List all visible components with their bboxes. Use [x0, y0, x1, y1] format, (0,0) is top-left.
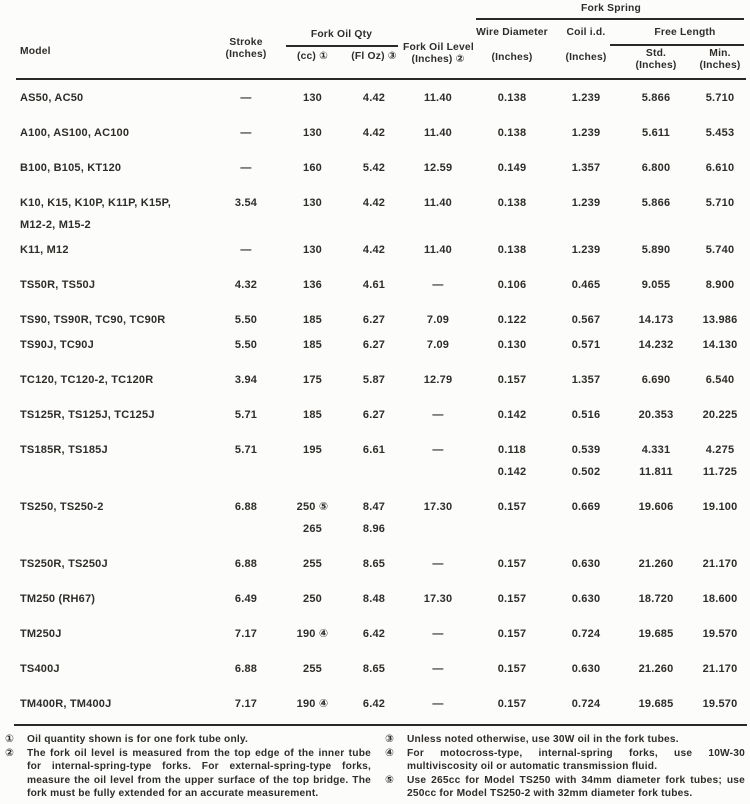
min-cell: 21.170: [702, 663, 738, 675]
model-cell: TS250R, TS250J: [20, 558, 108, 570]
cc-cell: 136: [303, 279, 322, 291]
stroke-cell: 7.17: [234, 698, 258, 710]
table-row: [0, 404, 750, 426]
table-row: [0, 369, 750, 391]
coil-cell: 0.669: [571, 501, 601, 513]
footnote-item: [5, 733, 371, 747]
min-cell: 19.570: [702, 698, 738, 710]
table-row: [0, 588, 750, 610]
free-length-rule: [610, 44, 744, 46]
coil-cell: 1.239: [571, 244, 601, 256]
footnote-text: For motocross-type, internal-spring forks, use 10W-30 multiviscosity oil or automatic transmission fluid.: [407, 747, 745, 773]
floz-cell: 8.65: [362, 558, 386, 570]
coil-cell: 0.724: [571, 698, 601, 710]
stroke-cell: 7.17: [234, 628, 258, 640]
coil-cell: 0.539 0.502: [571, 444, 601, 478]
coil-cell: 0.516: [571, 409, 601, 421]
floz-cell: 6.27: [362, 314, 386, 326]
model-cell: TS400J: [20, 663, 60, 675]
min-cell: 6.540: [705, 374, 735, 386]
std-cell: 19.606: [638, 501, 674, 513]
header-wire-diameter: Wire Diameter: [476, 27, 548, 38]
footnote-mark: ⑤: [385, 773, 395, 786]
model-cell: AS50, AC50: [20, 92, 84, 104]
level-cell: 11.40: [424, 197, 452, 209]
std-cell: 6.690: [641, 374, 671, 386]
stroke-cell: 6.88: [234, 663, 258, 675]
level-cell: —: [432, 444, 444, 456]
floz-cell: 6.42: [362, 698, 386, 710]
footnote-item: [385, 774, 745, 801]
coil-cell: 0.630: [571, 663, 601, 675]
level-cell: 17.30: [423, 593, 453, 605]
floz-cell: 4.61: [362, 279, 386, 291]
table-row: [0, 623, 750, 645]
footnote-mark: ②: [5, 746, 15, 759]
floz-cell: 4.42: [362, 92, 386, 104]
footnote-text: Use 265cc for Model TS250 with 34mm diameter fork tubes; use 250cc for Model TS250-2 with 32mm diameter fork tubes.: [407, 774, 745, 800]
coil-cell: 1.239: [571, 92, 601, 104]
min-cell: 18.600: [702, 593, 738, 605]
model-cell: TS250, TS250-2: [20, 501, 104, 513]
level-cell: 7.09: [426, 339, 450, 351]
coil-cell: 1.239: [571, 127, 601, 139]
std-cell: 5.890: [641, 244, 671, 256]
level-cell: 12.59: [423, 162, 453, 174]
stroke-cell: —: [240, 244, 252, 256]
wire-cell: 0.157: [497, 698, 527, 710]
std-cell: 5.866: [641, 197, 671, 209]
table-row: [0, 334, 750, 356]
fork-oil-qty-rule: [286, 45, 398, 47]
stroke-cell: 5.50: [234, 314, 258, 326]
floz-cell: 6.27: [362, 409, 386, 421]
stroke-cell: 5.71: [234, 409, 258, 421]
wire-cell: 0.149: [497, 162, 527, 174]
header-fork-oil-qty: Fork Oil Qty: [310, 29, 373, 40]
table-row: [0, 553, 750, 575]
min-cell: 6.610: [705, 162, 735, 174]
cc-cell: 255: [303, 558, 322, 570]
table-row: [0, 309, 750, 331]
cc-cell: 185: [303, 409, 322, 421]
header-coil-id-unit: (Inches): [565, 52, 607, 63]
header-coil-id: Coil i.d.: [566, 27, 606, 38]
wire-cell: 0.157: [497, 593, 527, 605]
level-cell: 11.40: [424, 92, 452, 104]
model-cell: TS90, TS90R, TC90, TC90R: [20, 314, 166, 326]
model-cell: TS185R, TS185J: [20, 444, 108, 456]
model-cell: K10, K15, K10P, K11P, K15P, M12-2, M15-2: [20, 197, 171, 231]
min-cell: 14.130: [702, 339, 738, 351]
coil-cell: 0.465: [571, 279, 601, 291]
cc-cell: 255: [303, 663, 322, 675]
wire-cell: 0.138: [497, 197, 527, 209]
model-cell: TM250J: [20, 628, 62, 640]
fork-spring-rule: [476, 18, 744, 20]
cc-cell: 190 ④: [296, 628, 329, 640]
header-std: Std. (Inches): [635, 48, 677, 71]
model-cell: TM250 (RH67): [20, 593, 96, 605]
cc-cell: 130: [303, 92, 322, 104]
model-cell: TS125R, TS125J, TC125J: [20, 409, 155, 421]
min-cell: 8.900: [705, 279, 735, 291]
floz-cell: 4.42: [362, 197, 386, 209]
coil-cell: 1.239: [571, 197, 601, 209]
footnote-mark: ①: [5, 733, 15, 745]
model-cell: TS90J, TC90J: [20, 339, 94, 351]
cc-cell: 250 ⑤ 265: [296, 501, 329, 535]
level-cell: 11.40: [424, 127, 452, 139]
std-cell: 5.611: [642, 127, 670, 139]
model-cell: TC120, TC120-2, TC120R: [20, 374, 154, 386]
footnotes-right: [371, 733, 745, 801]
cc-cell: 185: [303, 314, 322, 326]
level-cell: —: [432, 628, 444, 640]
stroke-cell: 6.88: [234, 558, 258, 570]
level-cell: —: [432, 409, 444, 421]
coil-cell: 0.630: [571, 593, 601, 605]
cc-cell: 190 ④: [296, 698, 329, 710]
model-cell: A100, AS100, AC100: [20, 127, 130, 139]
header-free-length: Free Length: [654, 27, 716, 38]
cc-cell: 195: [303, 444, 322, 456]
std-cell: 19.685: [638, 628, 674, 640]
std-cell: 5.866: [641, 92, 671, 104]
std-cell: 14.173: [638, 314, 674, 326]
wire-cell: 0.118 0.142: [497, 444, 527, 478]
std-cell: 19.685: [638, 698, 674, 710]
cc-cell: 130: [303, 197, 322, 209]
coil-cell: 1.357: [571, 374, 601, 386]
stroke-cell: 5.71: [234, 444, 258, 456]
std-cell: 4.331 11.811: [639, 444, 673, 478]
model-cell: B100, B105, KT120: [20, 162, 122, 174]
wire-cell: 0.138: [497, 244, 527, 256]
cc-cell: 130: [303, 244, 322, 256]
min-cell: 13.986: [702, 314, 738, 326]
stroke-cell: 3.94: [234, 374, 258, 386]
table-row: [0, 658, 750, 680]
coil-cell: 1.357: [571, 162, 601, 174]
level-cell: —: [432, 663, 444, 675]
footnote-mark: ④: [385, 746, 395, 759]
table-row: [0, 439, 750, 483]
std-cell: 6.800: [641, 162, 671, 174]
min-cell: 19.570: [702, 628, 738, 640]
floz-cell: 8.47 8.96: [362, 501, 386, 535]
header-stroke: Stroke (Inches): [225, 37, 267, 60]
coil-cell: 0.724: [571, 628, 601, 640]
table-row: [0, 192, 750, 236]
stroke-cell: 6.88: [234, 501, 258, 513]
level-cell: 17.30: [423, 501, 453, 513]
floz-cell: 8.48: [362, 593, 386, 605]
floz-cell: 4.42: [362, 244, 386, 256]
table-row: [0, 157, 750, 179]
level-cell: 7.09: [426, 314, 450, 326]
wire-cell: 0.122: [497, 314, 527, 326]
floz-cell: 4.42: [362, 127, 386, 139]
header-fl-oz: (Fl Oz) ③: [351, 51, 397, 62]
header-fork-oil-level: Fork Oil Level (Inches) ②: [403, 42, 474, 65]
coil-cell: 0.630: [571, 558, 601, 570]
min-cell: 4.275 11.725: [702, 444, 738, 478]
stroke-cell: 5.50: [234, 339, 258, 351]
level-cell: —: [432, 698, 444, 710]
floz-cell: 6.42: [362, 628, 386, 640]
footnote-text: Unless noted otherwise, use 30W oil in the fork tubes.: [407, 734, 679, 745]
footnotes: [0, 733, 750, 801]
level-cell: —: [432, 279, 444, 291]
stroke-cell: —: [240, 127, 252, 139]
wire-cell: 0.130: [497, 339, 527, 351]
wire-cell: 0.157: [497, 628, 527, 640]
model-cell: K11, M12: [20, 244, 69, 256]
model-cell: TS50R, TS50J: [20, 279, 96, 291]
footnote-item: [385, 733, 745, 747]
wire-cell: 0.138: [497, 127, 527, 139]
std-cell: 9.055: [641, 279, 671, 291]
stroke-cell: —: [240, 92, 252, 104]
stroke-cell: 6.49: [234, 593, 258, 605]
header-fork-spring: Fork Spring: [581, 3, 641, 14]
header-model: Model: [20, 46, 51, 57]
cc-cell: 175: [303, 374, 322, 386]
model-cell: TM400R, TM400J: [20, 698, 112, 710]
table-row: [0, 274, 750, 296]
level-cell: —: [432, 558, 444, 570]
wire-cell: 0.157: [497, 663, 527, 675]
stroke-cell: 3.54: [234, 197, 258, 209]
floz-cell: 6.61: [362, 444, 386, 456]
std-cell: 20.353: [638, 409, 674, 421]
coil-cell: 0.567: [571, 314, 601, 326]
table-header: [0, 0, 750, 82]
min-cell: 5.453: [705, 127, 735, 139]
table-bottom-rule: [14, 724, 747, 726]
header-min: Min. (Inches): [699, 48, 741, 71]
header-cc: (cc) ①: [296, 51, 329, 62]
wire-cell: 0.157: [497, 374, 527, 386]
wire-cell: 0.138: [497, 92, 527, 104]
min-cell: 21.170: [702, 558, 738, 570]
floz-cell: 5.42: [362, 162, 386, 174]
footnote-item: [385, 747, 745, 774]
floz-cell: 5.87: [362, 374, 386, 386]
footnote-item: [5, 747, 371, 801]
header-wire-diameter-unit: (Inches): [491, 52, 533, 63]
table-row: [0, 122, 750, 144]
footnotes-left: [0, 733, 371, 801]
wire-cell: 0.142: [497, 409, 527, 421]
coil-cell: 0.571: [571, 339, 601, 351]
table-row: [0, 496, 750, 540]
floz-cell: 8.65: [362, 663, 386, 675]
level-cell: 12.79: [423, 374, 453, 386]
level-cell: 11.40: [424, 244, 452, 256]
table-row: [0, 693, 750, 715]
table-row: [0, 239, 750, 261]
std-cell: 14.232: [638, 339, 674, 351]
cc-cell: 130: [303, 127, 322, 139]
stroke-cell: —: [240, 162, 252, 174]
table-body: [0, 87, 750, 715]
stroke-cell: 4.32: [234, 279, 258, 291]
table-row: [0, 87, 750, 109]
std-cell: 21.260: [638, 558, 674, 570]
cc-cell: 185: [303, 339, 322, 351]
min-cell: 5.740: [705, 244, 735, 256]
footnote-text: Oil quantity shown is for one fork tube only.: [27, 734, 249, 745]
min-cell: 5.710: [705, 197, 735, 209]
floz-cell: 6.27: [362, 339, 386, 351]
wire-cell: 0.157: [497, 501, 527, 513]
std-cell: 21.260: [638, 663, 674, 675]
std-cell: 18.720: [638, 593, 674, 605]
min-cell: 19.100: [702, 501, 738, 513]
cc-cell: 250: [303, 593, 322, 605]
min-cell: 20.225: [702, 409, 738, 421]
footnote-text: The fork oil level is measured from the top edge of the inner tube for internal-spring-type forks. For external-spring-type forks, measure the oil level from the upper surface of the top bridge. The fork must be fully extended for an accurate measurement.: [27, 747, 371, 800]
header-rule: [16, 78, 746, 80]
wire-cell: 0.157: [497, 558, 527, 570]
min-cell: 5.710: [705, 92, 735, 104]
footnote-mark: ③: [385, 733, 395, 745]
wire-cell: 0.106: [497, 279, 527, 291]
cc-cell: 160: [303, 162, 322, 174]
